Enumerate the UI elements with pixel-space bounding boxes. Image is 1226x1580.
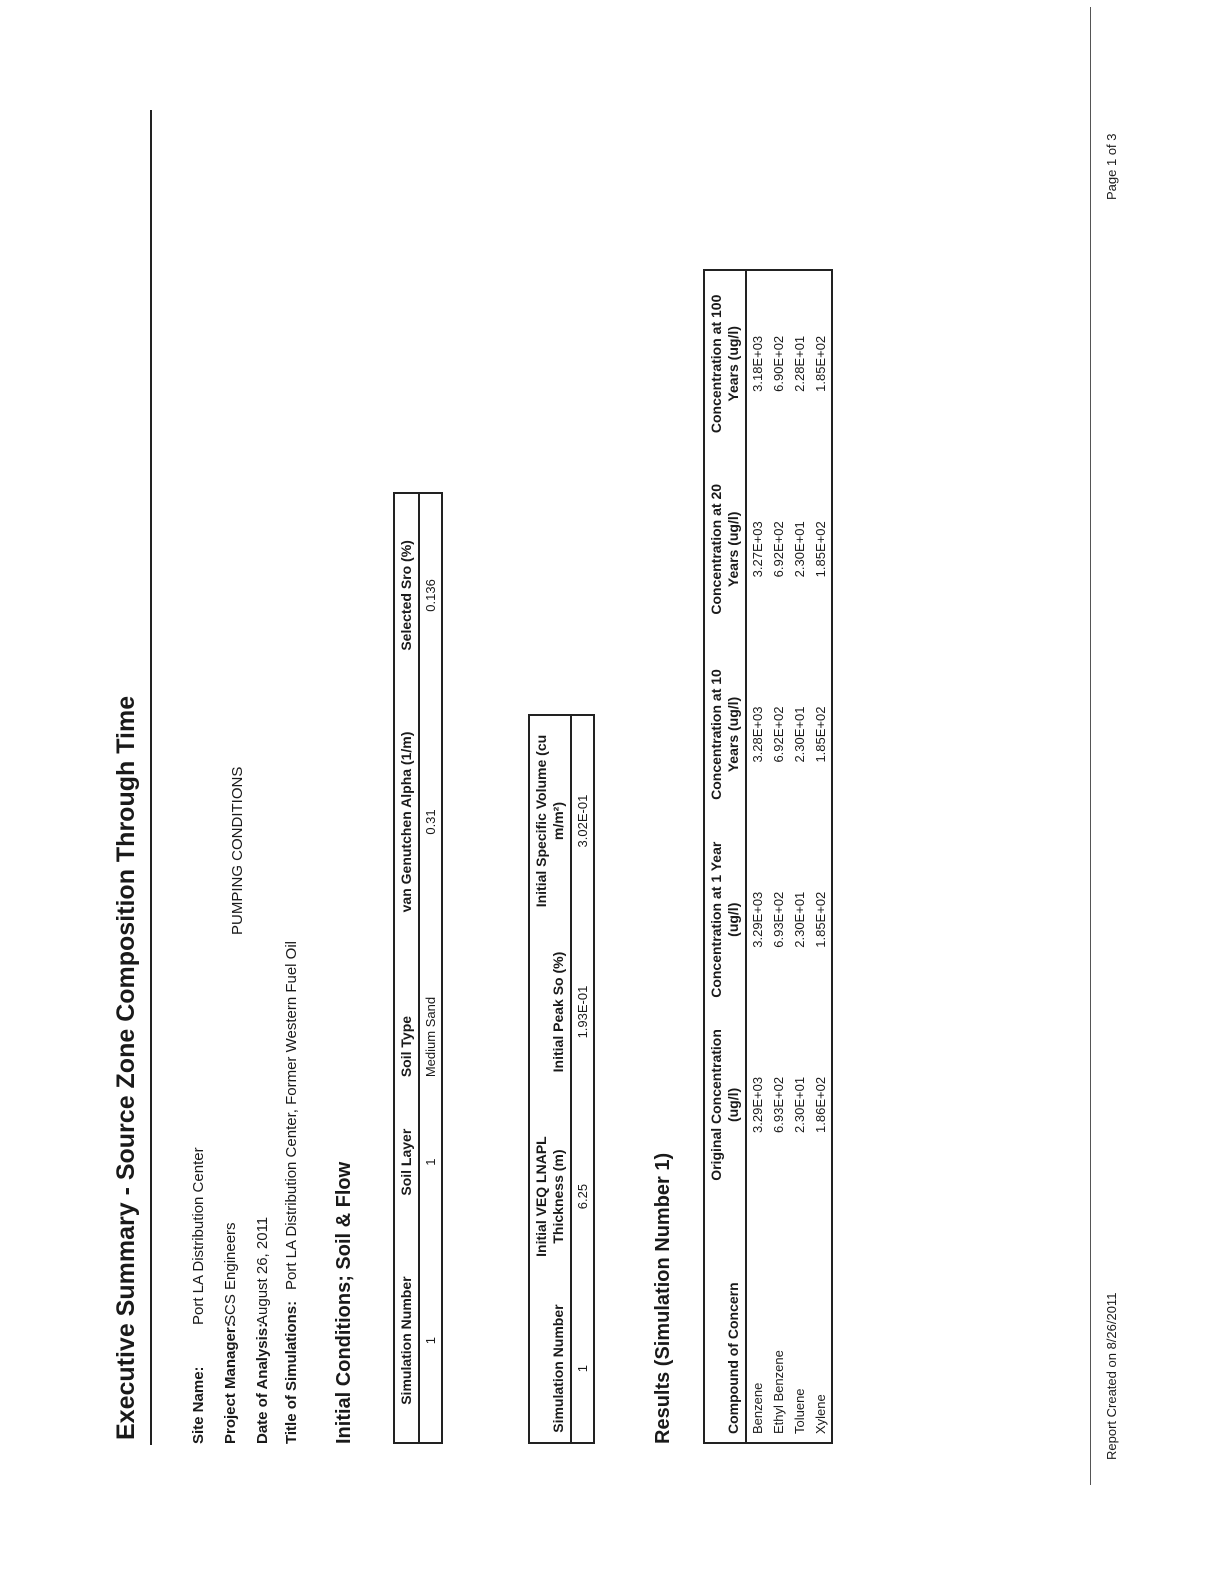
- results-col-original: Original Concentration (ug/l): [704, 1012, 746, 1197]
- results-cell: 2.30E+01: [792, 1076, 807, 1133]
- results-table-header-row: [704, 270, 746, 1443]
- lnapl-col-thickness: Initial VEQ LNAPL Thickness (m): [529, 1098, 571, 1295]
- results-cell: 1.85E+02: [813, 335, 828, 392]
- results-table: [703, 269, 833, 1444]
- lnapl-cell: 6.25: [575, 1183, 590, 1210]
- date-of-analysis-label: Date of Analysis:: [254, 1322, 271, 1444]
- results-col-1-year: Concentration at 1 Year (ug/l): [704, 827, 746, 1012]
- results-cell: Ethyl Benzene: [771, 1350, 786, 1434]
- initial-conditions-heading: Initial Conditions; Soil & Flow: [333, 1161, 355, 1444]
- results-col-20-years: Concentration at 20 Years (ug/l): [704, 457, 746, 642]
- soil-col-sim-number: Simulation Number: [394, 1239, 419, 1443]
- results-cell: 3.28E+03: [750, 706, 765, 763]
- results-cell: 3.29E+03: [750, 1076, 765, 1133]
- lnapl-cell: 1.93E-01: [575, 985, 590, 1039]
- results-cell: 6.93E+02: [771, 891, 786, 948]
- soil-cell: Medium Sand: [423, 996, 438, 1078]
- lnapl-col-peak-so: Initial Peak So (%): [529, 926, 571, 1098]
- soil-col-soil-type: Soil Type: [394, 947, 419, 1085]
- lnapl-cell: 3.02E-01: [575, 794, 590, 848]
- footer-rule: [1090, 7, 1091, 1485]
- results-col-10-years: Concentration at 10 Years (ug/l): [704, 642, 746, 827]
- lnapl-table: [528, 714, 595, 1444]
- soil-cell: 0.31: [423, 809, 438, 835]
- soil-cell: 0.136: [423, 579, 438, 612]
- results-cell: 6.90E+02: [771, 335, 786, 392]
- soil-col-soil-layer: Soil Layer: [394, 1085, 419, 1239]
- lnapl-cell: 1: [575, 1364, 590, 1373]
- report-created: Report Created on 8/26/2011: [1104, 1292, 1119, 1460]
- results-cell: 1.85E+02: [813, 521, 828, 578]
- results-cell: 1.86E+02: [813, 1076, 828, 1133]
- sim-title-label: Title of Simulations:: [283, 1300, 300, 1444]
- pumping-conditions: PUMPING CONDITIONS: [229, 766, 246, 935]
- results-cell: 3.27E+03: [750, 521, 765, 578]
- results-cell: 2.28E+01: [792, 335, 807, 392]
- lnapl-table-header-row: [529, 715, 571, 1443]
- soil-table-header-row: [394, 493, 419, 1443]
- project-manager-value: SCS Engineers: [222, 1222, 239, 1325]
- results-cell: 6.93E+02: [771, 1076, 786, 1133]
- page-title: Executive Summary - Source Zone Composition Through Time: [112, 695, 140, 1440]
- results-cell: 2.30E+01: [792, 706, 807, 763]
- results-col-compound: Compound of Concern: [704, 1198, 746, 1443]
- results-cell: 1.85E+02: [813, 891, 828, 948]
- results-cell: 2.30E+01: [792, 521, 807, 578]
- results-cell: Benzene: [750, 1382, 765, 1434]
- site-name-value: Port LA Distribution Center: [190, 1147, 207, 1325]
- results-cell: 3.18E+03: [750, 335, 765, 392]
- results-cell: Toluene: [792, 1388, 807, 1434]
- lnapl-col-sim-number: Simulation Number: [529, 1295, 571, 1443]
- results-heading: Results (Simulation Number 1): [652, 1152, 674, 1444]
- table-row: [419, 493, 442, 1443]
- results-cell: 1.85E+02: [813, 706, 828, 763]
- project-manager-label: Project Manager:: [222, 1322, 239, 1444]
- table-row: [789, 270, 810, 1443]
- results-col-100-years: Concentration at 100 Years (ug/l): [704, 270, 746, 457]
- site-name-label: Site Name:: [190, 1366, 207, 1444]
- date-of-analysis-value: August 26, 2011: [254, 1216, 271, 1325]
- table-row: [810, 270, 832, 1443]
- soil-cell: 1: [423, 1158, 438, 1166]
- results-cell: 2.30E+01: [792, 891, 807, 948]
- page-number: Page 1 of 3: [1104, 133, 1119, 200]
- table-row: [768, 270, 789, 1443]
- results-cell: 6.92E+02: [771, 706, 786, 763]
- table-row: [746, 270, 768, 1443]
- soil-col-alpha: van Genutchen Alpha (1/m): [394, 697, 419, 947]
- table-row: [571, 715, 594, 1443]
- title-rule: [150, 110, 152, 1445]
- soil-flow-table: [393, 492, 443, 1444]
- sim-title-value: Port LA Distribution Center, Former Western Fuel Oil: [283, 940, 300, 1290]
- lnapl-col-specific-volume: Initial Specific Volume (cu m/m²): [529, 715, 571, 926]
- results-cell: 6.92E+02: [771, 521, 786, 578]
- soil-col-sro: Selected Sro (%): [394, 493, 419, 697]
- soil-cell: 1: [423, 1336, 438, 1345]
- results-cell: Xylene: [813, 1394, 828, 1434]
- results-cell: 3.29E+03: [750, 891, 765, 948]
